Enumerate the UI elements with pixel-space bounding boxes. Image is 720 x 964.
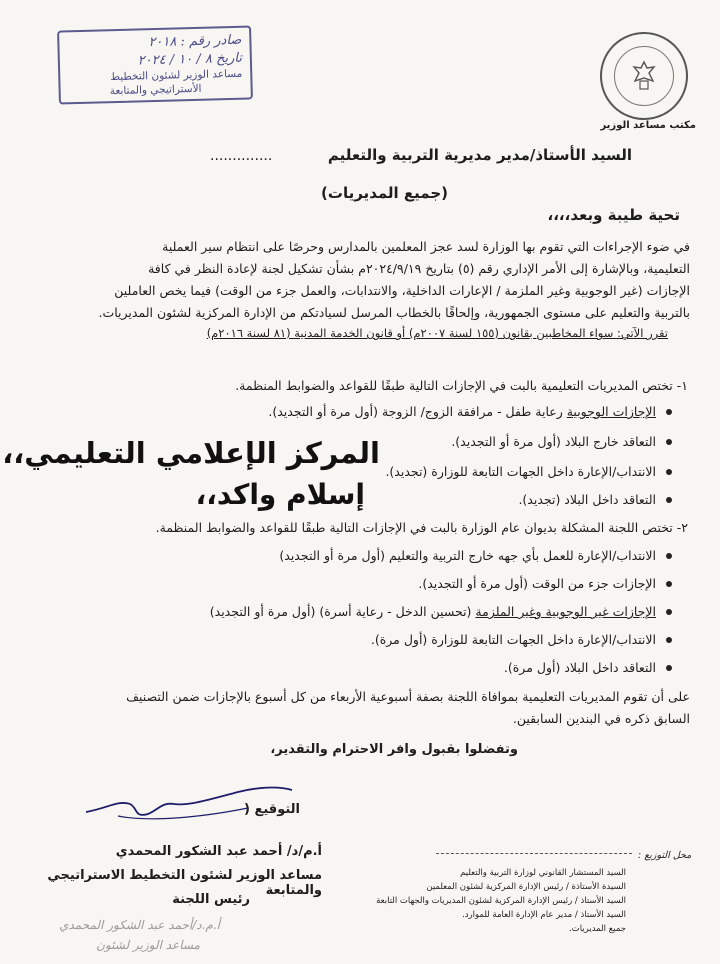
intro-line: في ضوء الإجراءات التي تقوم بها الوزارة لسد عجز المعلمين بالمدارس وحرصًا على انتظام سير العملية [162,239,690,254]
office-label: مكتب مساعد الوزير [600,120,696,131]
item-text: الانتداب/الإعارة للعمل بأي جهه خارج التربية والتعليم (أول مرة أو التجديد) [279,548,656,563]
bullet-icon [666,637,672,643]
distribution-heading: محل التوزيع : [638,850,692,861]
bullet-icon [666,439,672,445]
item-text: التعاقد داخل البلاد (أول مرة). [503,660,656,675]
distribution-item: السيد الأستاذ / مدير عام الإدارة العامة للموارد. [462,910,626,920]
bullet-icon [666,409,672,415]
outgoing-stamp [57,25,253,104]
section2-title: ٢- تختص اللجنة المشكلة بديوان عام الوزارة بالبت في الإجازات التالية طبقًا للقواعد والضوابط المنظمة. [155,520,688,535]
signer-role: رئيس اللجنة [172,892,250,907]
final-line: على أن تقوم المديريات التعليمية بموافاة اللجنة بصفة أسبوعية الأربعاء من كل أسبوع بالإجازات ضمن التصنيف [126,689,690,704]
stamp-number: صادر رقم : ٢٠١٨ [148,32,242,51]
section1-item [268,404,672,419]
section2-item [504,660,672,675]
section1-item [451,434,672,449]
signature-label: التوقيع ( [244,802,300,817]
decision-line: تقرر الآتي: سواء المخاطبين بقانون (١٥٥ لسنة ٢٠٠٧م) أو قانون الخدمة المدنية (٨١ لسنة ٢٠١٦م) [206,326,668,340]
faded-position-stamp: مساعد الوزير لشئون [96,938,200,952]
overlay-source-label: المركز الإعلامي التعليمي،، [2,436,380,470]
stamp-office-2: الأستراتيجي والمتابعة [109,83,202,98]
signer-position: مساعد الوزير لشئون التخطيط الاستراتيجي والمتابعة [47,868,322,898]
signer-name: أ.م/د/ أحمد عبد الشكور المحمدي [115,844,322,859]
distribution-item: السيد المستشار القانوني لوزارة التربية والتعليم [460,868,626,878]
intro-line: بالتربية والتعليم على مستوى الجمهورية، وإلحاقًا بالخطاب المرسل لسيادتكم من الإدارة المركزية لشئون المديريات. [98,305,690,320]
bullet-icon [666,665,672,671]
closing-line: وتفضلوا بقبول وافر الاحترام والتقدير، [270,742,518,757]
intro-paragraph [28,236,690,324]
section2-item [418,576,672,591]
faded-name-stamp: أ.م.د/أحمد عبد الشكور المحمدي [59,918,220,932]
final-paragraph [28,686,690,730]
item-text: التعاقد داخل البلاد (تجديد). [518,492,656,507]
section1-title: ١- تختص المديريات التعليمية بالبت في الإجازات التالية طبقًا للقواعد والضوابط المنظمة. [235,378,688,393]
ministry-emblem [614,46,674,106]
eagle-icon [627,59,661,93]
distribution-item: جميع المديريات. [568,924,626,934]
section2-item [210,604,672,619]
intro-line: الإجازات (غير الوجوبية وغير الملزمة / الإعارات الداخلية، والانتدابات، والعمل جزء من الوقت) فيما يخص العاملين [114,283,690,298]
distribution-item: السيدة الأستاذة / رئيس الإدارة المركزية لشئون المعلمين [426,882,626,892]
bullet-icon [666,581,672,587]
overlay-author-label: إسلام واكد،، [195,478,365,511]
item-text: الإجازات جزء من الوقت (أول مرة أو التجديد). [418,576,656,591]
item-strong: الإجازات غير الوجوبية وغير الملزمة [475,604,656,619]
directorates-label: (جميع المديريات) [321,184,448,202]
bullet-icon [666,497,672,503]
stamp-office: مساعد الوزير لشئون التخطيط [110,67,243,84]
item-text: التعاقد خارج البلاد (أول مرة أو التجديد). [451,434,656,449]
section1-item [385,464,672,479]
item-text: الانتداب/الإعارة داخل الجهات التابعة للوزارة (تجديد). [385,464,656,479]
addressee-title: السيد الأستاذ/مدير مديرية التربية والتعليم [327,146,632,164]
intro-line: التعليمية، وبالإشارة إلى الأمر الإداري رقم (٥) بتاريخ ٢٠٢٤/٩/١٩م بشأن تشكيل لجنة لإعادة النظر في كافة [148,261,690,276]
bullet-icon [666,469,672,475]
final-line: السابق ذكره في البندين السابقين. [512,711,690,726]
item-text: الانتداب/الإعارة داخل الجهات التابعة للوزارة (أول مرة). [370,632,656,647]
distribution-item: السيد الأستاذ / رئيس الإدارة المركزية لشئون المديريات والجهات التابعة [376,896,626,906]
ministry-logo [600,32,688,120]
addressee-dots: .............. [210,148,273,164]
item-text: (تحسين الدخل - رعاية أسرة) (أول مرة أو التجديد) [209,604,476,619]
stamp-date: تاريخ ٨ / ١٠ / ٢٠٢٤ [137,50,243,68]
section1-item [518,492,672,507]
item-strong: الإجازات الوجوبية [566,404,656,419]
handwritten-signature [78,782,298,832]
section2-item [371,632,672,647]
distribution-divider [436,853,632,854]
greeting: تحية طيبة وبعد،،،، [547,206,680,224]
item-text: رعاية طفل - مرافقة الزوج/ الزوجة (أول مرة أو التجديد). [268,404,567,419]
section2-item [279,548,672,563]
bullet-icon [666,553,672,559]
bullet-icon [666,609,672,615]
